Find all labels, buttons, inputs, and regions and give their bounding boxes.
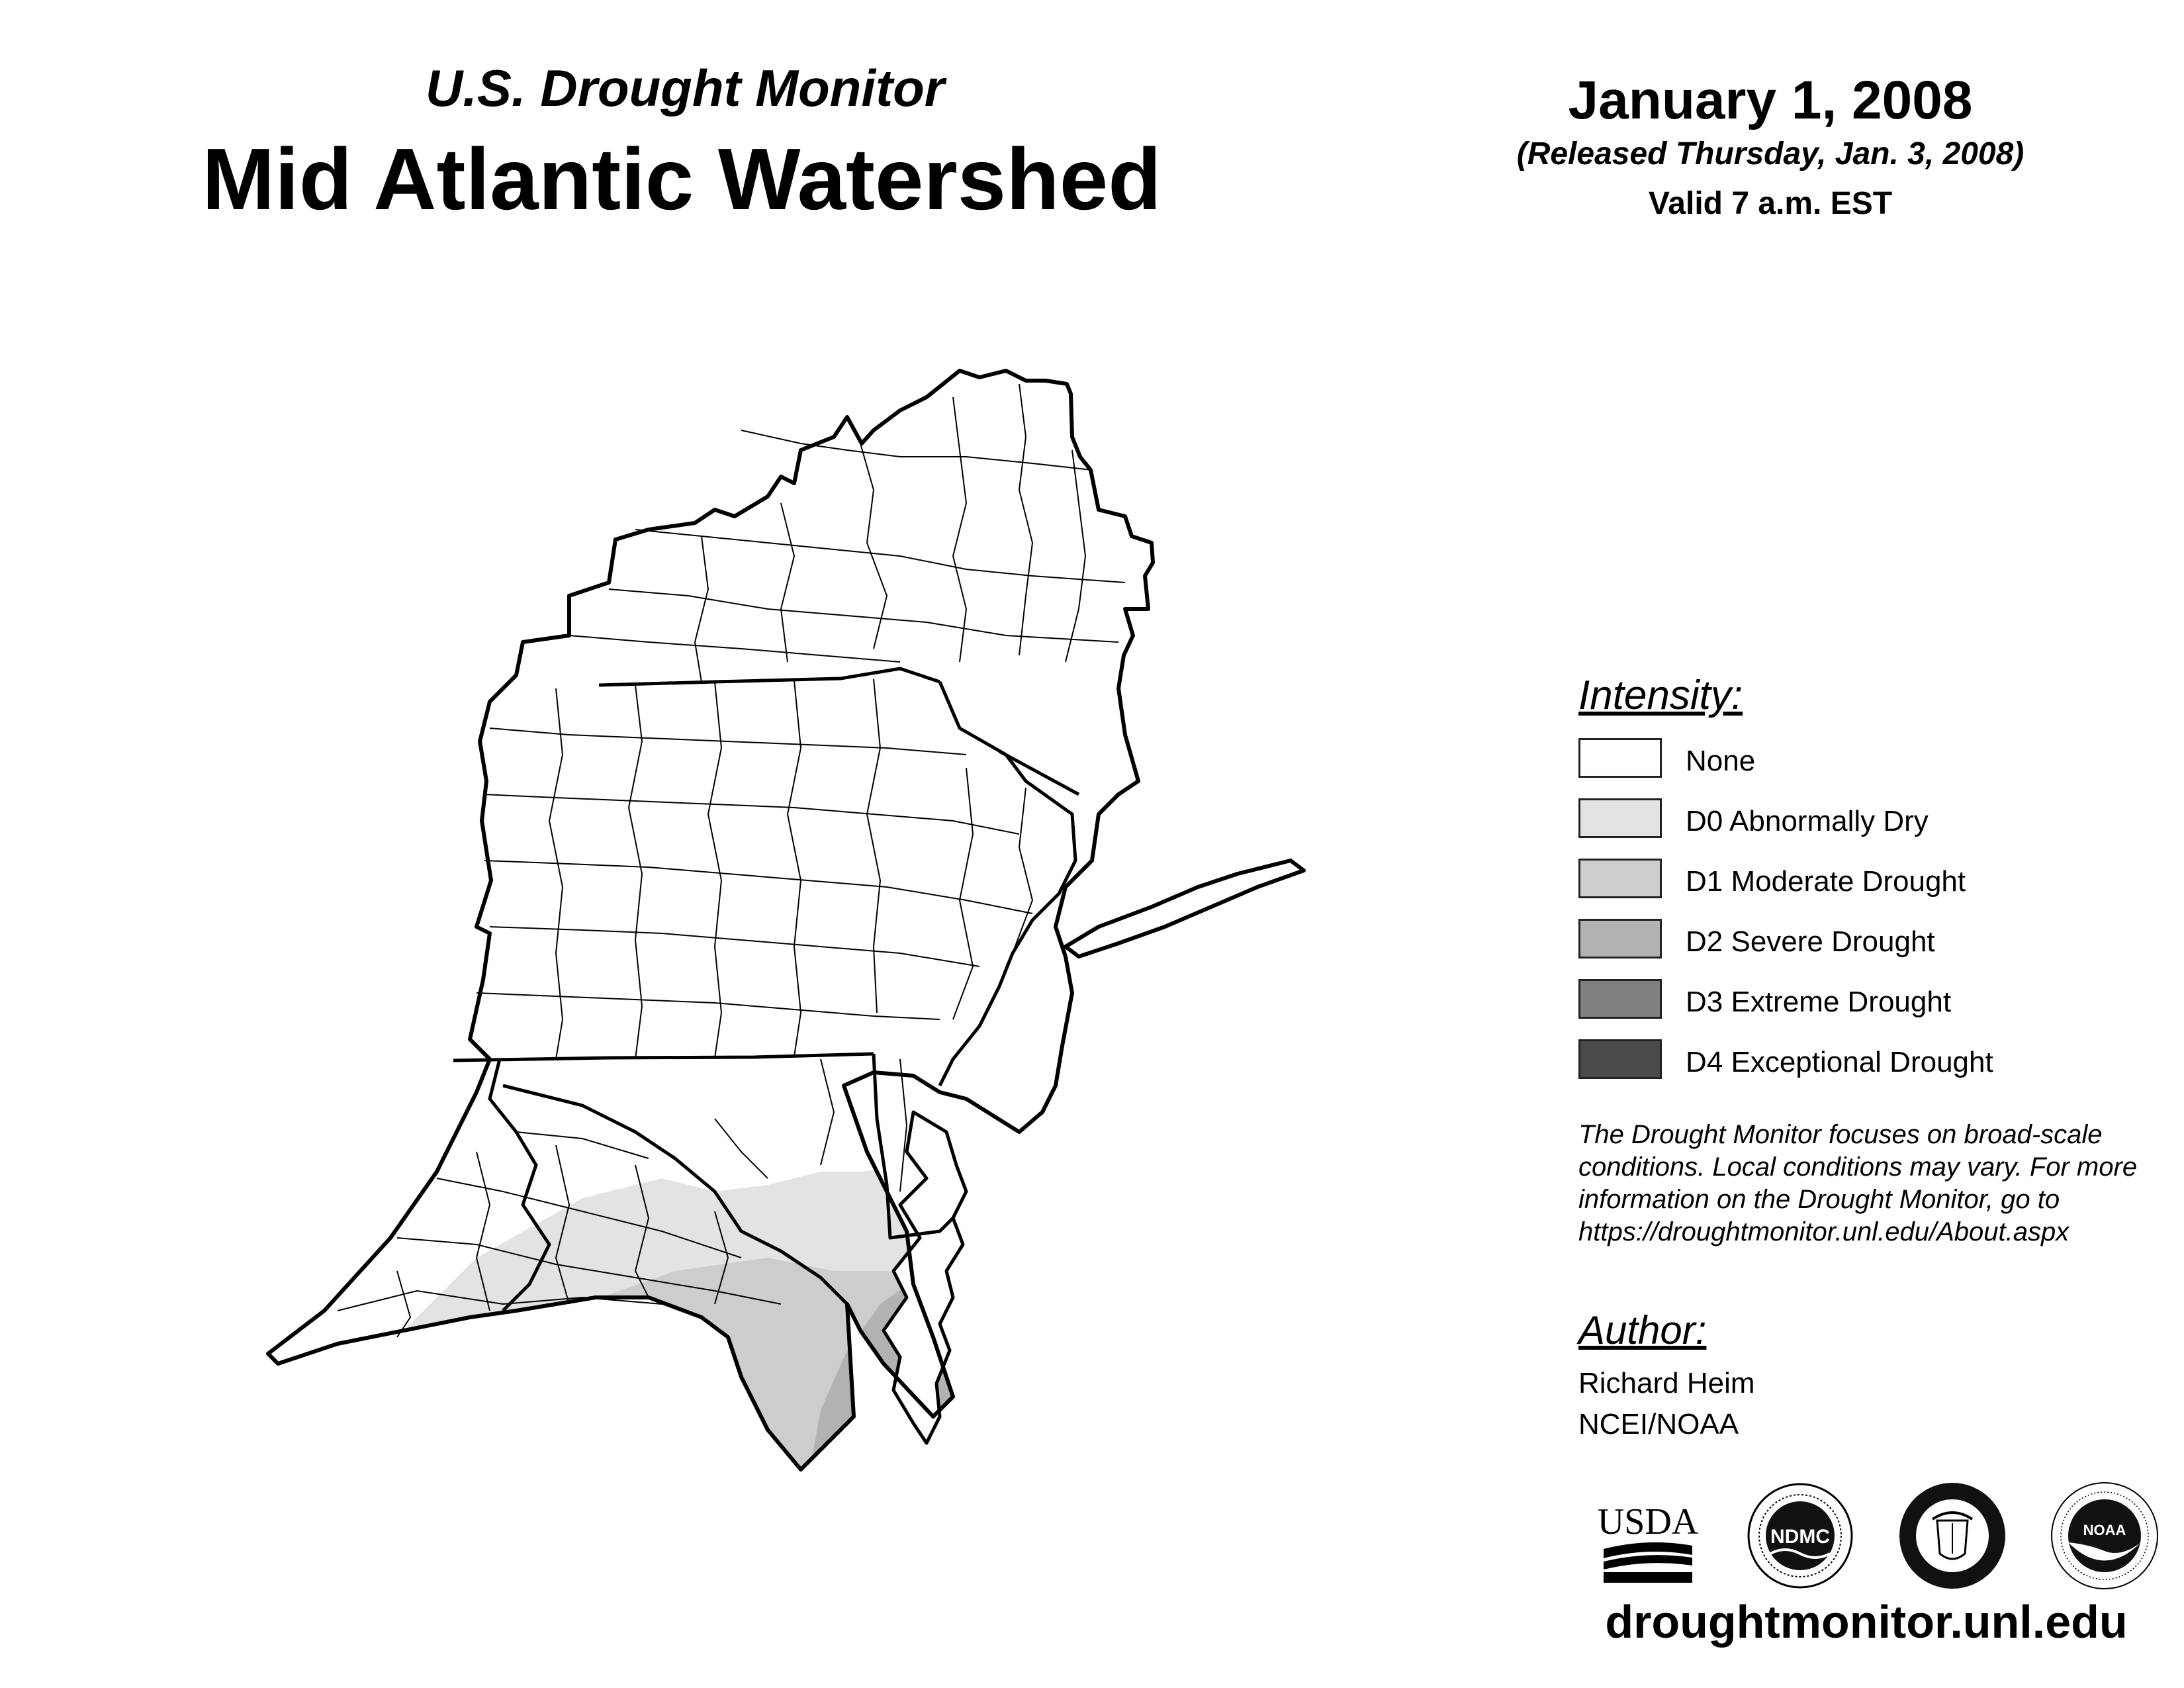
map-date: January 1, 2008 — [1568, 70, 1973, 130]
legend-swatch-d1 — [1578, 859, 1662, 898]
legend-item-d0 — [1578, 798, 2174, 859]
legend-swatch-d4 — [1578, 1039, 1662, 1079]
legend-item-none — [1578, 738, 2174, 798]
legend-label-d0: D0 Abnormally Dry — [1686, 805, 1929, 837]
legend-swatch-d2 — [1578, 919, 1662, 959]
legend-item-d3 — [1578, 979, 2174, 1039]
release-date: (Released Thursday, Jan. 3, 2008) — [1516, 136, 2025, 171]
noaa-logo — [2048, 1479, 2161, 1592]
legend-label-d4: D4 Exceptional Drought — [1686, 1046, 1993, 1078]
drought-map — [238, 357, 1337, 1615]
usda-logo-text: USDA — [1597, 1501, 1699, 1542]
monitor-title: U.S. Drought Monitor — [425, 59, 945, 117]
author-name: Richard Heim — [1578, 1367, 1755, 1399]
legend-item-d1 — [1578, 859, 2174, 919]
noaa-logo-text: NOAA — [2083, 1522, 2126, 1538]
region-title: Mid Atlantic Watershed — [202, 130, 1161, 228]
d0-abnormally-dry-area — [265, 1165, 1099, 1615]
legend-label-d2: D2 Severe Drought — [1686, 925, 1935, 958]
legend-title: Intensity: — [1578, 673, 1743, 718]
valid-time: Valid 7 a.m. EST — [1648, 186, 1893, 221]
legend-item-d2 — [1578, 919, 2174, 979]
ndmc-logo-text: NDMC — [1770, 1526, 1830, 1548]
disclaimer-line: information on the Drought Monitor, go to — [1578, 1185, 2060, 1214]
legend-swatch-none — [1578, 738, 1662, 778]
author-org: NCEI/NOAA — [1578, 1408, 1739, 1440]
author-title: Author: — [1578, 1308, 1707, 1352]
disclaimer-line: The Drought Monitor focuses on broad-scale — [1578, 1120, 2103, 1149]
legend-label-none: None — [1686, 745, 1756, 777]
ndmc-logo — [1744, 1479, 1856, 1592]
long-island — [1066, 861, 1304, 957]
website-link[interactable]: droughtmonitor.unl.edu — [1605, 1596, 2128, 1648]
legend-swatch-d3 — [1578, 979, 1662, 1019]
legend-label-d3: D3 Extreme Drought — [1686, 986, 1952, 1018]
legend-swatch-d0 — [1578, 798, 1662, 838]
commerce-seal-logo — [1896, 1479, 2009, 1592]
legend-item-d4 — [1578, 1039, 2174, 1100]
disclaimer — [1578, 1119, 2174, 1248]
disclaimer-line: conditions. Local conditions may vary. For more — [1578, 1152, 2138, 1182]
legend-label-d1: D1 Moderate Drought — [1686, 865, 1966, 898]
disclaimer-link[interactable]: https://droughtmonitor.unl.edu/About.aspx — [1578, 1217, 2070, 1246]
usda-logo — [1592, 1479, 1704, 1592]
legend — [1578, 738, 2174, 1100]
